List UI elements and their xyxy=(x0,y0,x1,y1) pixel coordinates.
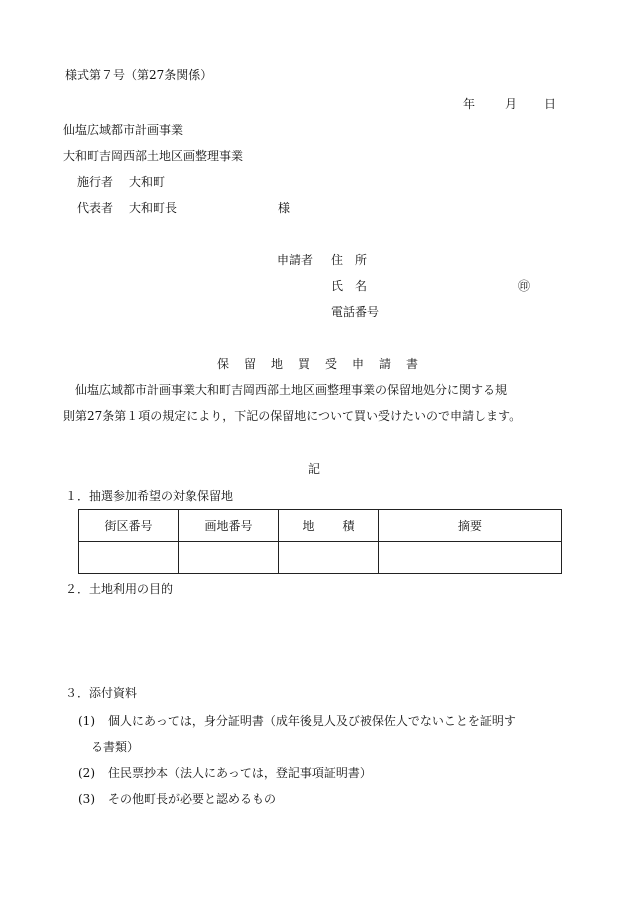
attachment-3-number: (3) xyxy=(78,792,95,806)
seal-mark: ㊞ xyxy=(518,279,531,293)
body-line-1: 仙塩広域都市計画事業大和町吉岡西部土地区画整理事業の保留地処分に関する規 xyxy=(63,383,508,397)
column-header-area: 地積 xyxy=(279,510,379,542)
executor-name: 大和町 xyxy=(129,175,166,189)
cell-remarks xyxy=(379,542,562,574)
table-row xyxy=(79,542,562,574)
section-1-heading: １．抽選参加希望の対象保留地 xyxy=(65,489,234,503)
section-2-heading: ２．土地利用の目的 xyxy=(65,582,174,596)
column-header-remarks: 摘要 xyxy=(379,510,562,542)
attachment-3-text: その他町長が必要と認めるもの xyxy=(108,792,277,806)
attachment-1-number: (1) xyxy=(78,714,95,728)
attachment-1-text-continued: る書類） xyxy=(91,740,140,754)
executor-label: 施行者 xyxy=(77,175,114,189)
addressee-project: 仙塩広域都市計画事業 xyxy=(63,123,184,137)
table-header-row xyxy=(79,510,562,542)
attachment-2-text: 住民票抄本（法人にあっては，登記事項証明書） xyxy=(108,766,372,780)
attachment-1-text: 個人にあっては，身分証明書（成年後見人及び被保佐人でないことを証明す xyxy=(108,714,516,728)
target-lot-table xyxy=(78,509,562,574)
date-year-label: 年 xyxy=(463,97,476,111)
section-3-heading: ３．添付資料 xyxy=(65,686,138,700)
document-title: 保留地買受申請書 xyxy=(217,357,434,371)
cell-area xyxy=(279,542,379,574)
ki-heading: 記 xyxy=(308,462,321,476)
honorific: 様 xyxy=(278,201,291,215)
body-line-2: 則第27条第１項の規定により，下記の保留地について買い受けたいので申請します。 xyxy=(63,409,522,423)
applicant-address-label: 住 所 xyxy=(331,253,368,267)
attachment-2-number: (2) xyxy=(78,766,95,780)
column-header-block-number: 街区番号 xyxy=(79,510,179,542)
date-month-label: 月 xyxy=(505,97,518,111)
form-number: 様式第７号（第27条関係） xyxy=(65,68,213,82)
addressee-subproject: 大和町吉岡西部土地区画整理事業 xyxy=(63,149,244,163)
date-day-label: 日 xyxy=(544,97,557,111)
applicant-label: 申請者 xyxy=(277,253,314,267)
applicant-phone-label: 電話番号 xyxy=(331,305,380,319)
representative-name: 大和町長 xyxy=(129,201,178,215)
column-header-lot-number: 画地番号 xyxy=(179,510,279,542)
cell-lot-number xyxy=(179,542,279,574)
representative-label: 代表者 xyxy=(77,201,114,215)
applicant-name-label: 氏 名 xyxy=(331,279,368,293)
cell-block-number xyxy=(79,542,179,574)
